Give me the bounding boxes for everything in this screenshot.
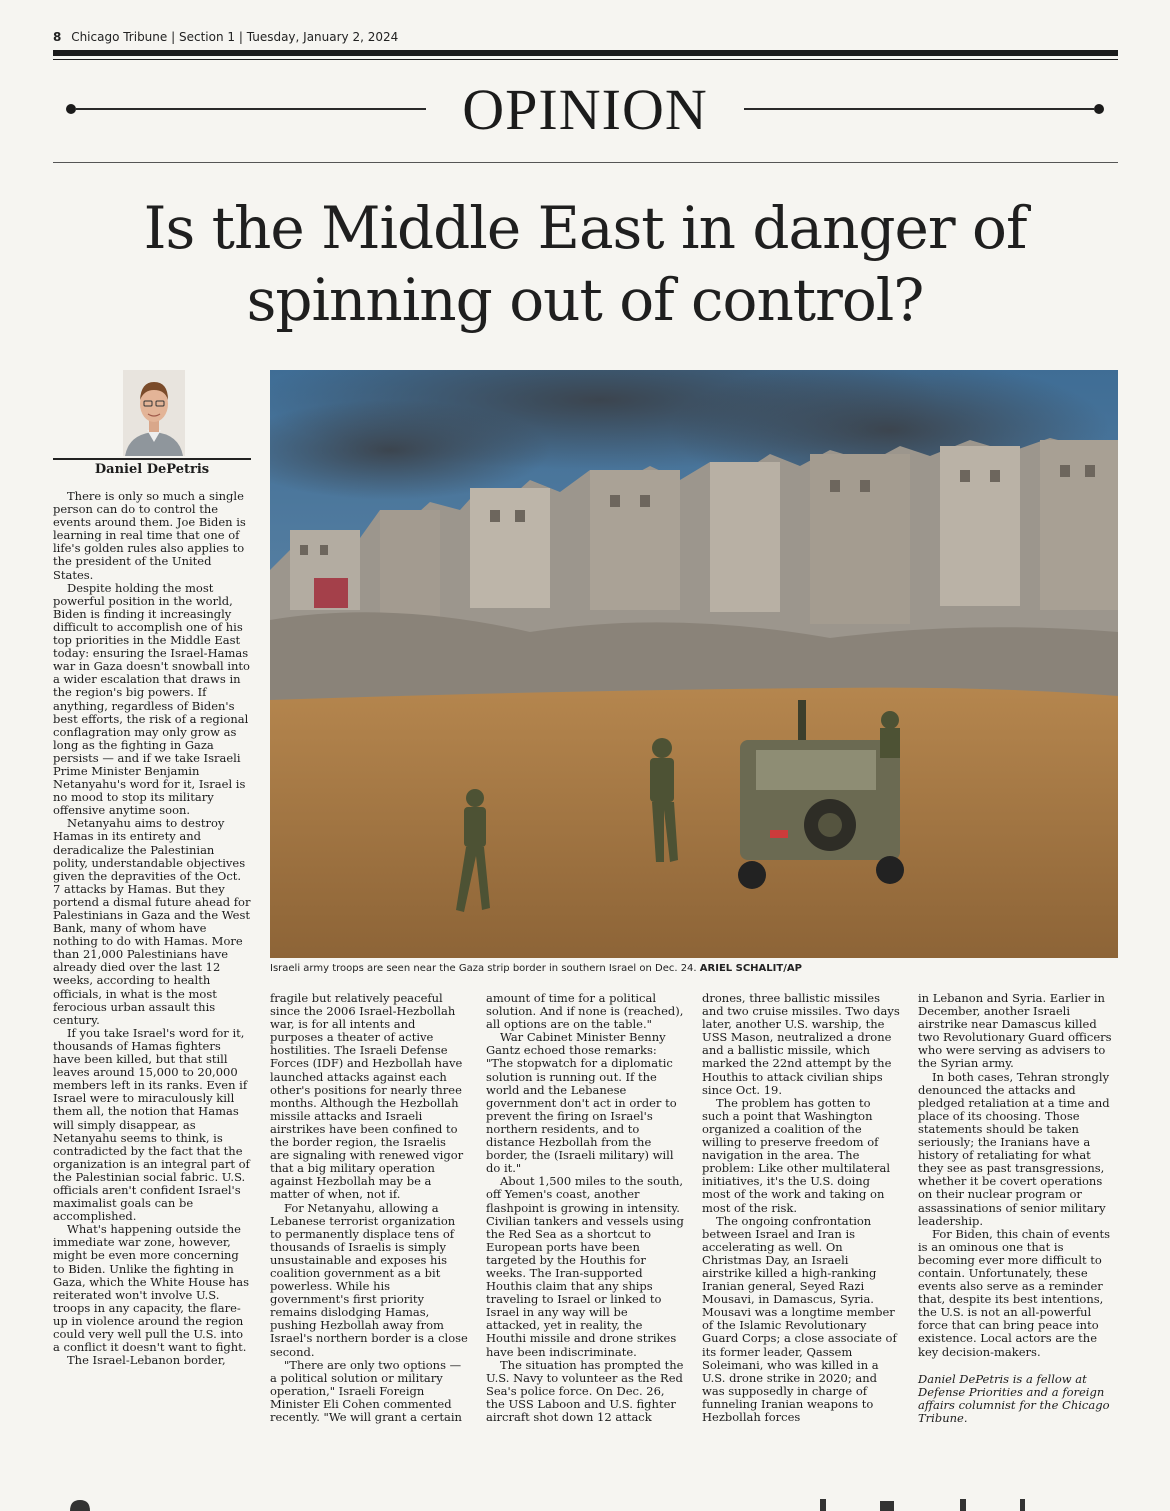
publication-name: Chicago Tribune	[71, 30, 168, 44]
column-2	[270, 992, 468, 1424]
paragraph: About 1,500 miles to the south, off Yemen's coast, another flashpoint is growing in intensity. Civilian tankers and vessels using the Red Sea as a shortcut to European ports have been targeted by the Houthis for weeks. The Iran-supported Houthis claim that any ships traveling to Israel or linked to Israel in any way will be attacked, yet in reality, the Houthi missile and drone strikes have been indiscriminate.	[486, 1174, 684, 1359]
section-label: Section 1	[178, 30, 236, 44]
top-thin-rule	[53, 59, 1118, 60]
author-rule	[53, 458, 251, 460]
paragraph: The problem has gotten to such a point that Washington organized a coalition of the willing to preserve freedom of navigation in the area. The problem: Like other multilateral initiatives, it's the U.S. doing most of the work and taking on most of the risk.	[702, 1095, 890, 1215]
column-4	[702, 992, 900, 1424]
paragraph: "There are only two options — a political solution or military operation," Israeli Foreign Minister Eli Cohen commented recently. "We will grant a certain	[270, 1357, 462, 1424]
column-3	[486, 992, 684, 1424]
photo-caption	[270, 963, 1118, 974]
paragraph: In both cases, Tehran strongly denounced the attacks and pledged retaliation at a time and place of its choosing. Those statements should be taken seriously; the Iranians have a history of retaliating for what they see as past transgressions, whether it be covert operations on their nuclear program or assassinations of senior military leadership.	[918, 1069, 1110, 1228]
issue-date: Tuesday, January 2, 2024	[246, 30, 399, 44]
paragraph: There is only so much a single person can do to control the events around them. Joe Biden is learning in real time that one of life's golden rules also applies to the president of the United States.	[53, 489, 246, 582]
author-name: Daniel DePetris	[94, 462, 210, 477]
column-5	[918, 992, 1116, 1425]
photo-credit: ARIEL SCHALIT/AP	[699, 963, 802, 974]
folio-line: 8 Chicago Tribune | Section 1 | Tuesday, January 2, 2024	[53, 30, 399, 44]
lead-photo	[270, 370, 1118, 958]
top-thick-rule	[53, 50, 1118, 56]
caption-text: Israeli army troops are seen near the Gaza strip border in southern Israel on Dec. 24.	[270, 963, 697, 974]
cropped-next-headline	[60, 1498, 1110, 1511]
paragraph: in Lebanon and Syria. Earlier in December, another Israeli airstrike near Damascus killed two Revolutionary Guard officers who were serving as advisers to the Syrian army.	[918, 991, 1112, 1071]
ornament-line-right	[744, 108, 1094, 110]
author-bio: Daniel DePetris is a fellow at Defense Priorities and a foreign affairs columnist for the Chicago Tribune.	[918, 1371, 1110, 1425]
paragraph: The situation has prompted the U.S. Navy to volunteer as the Red Sea's police force. On Dec. 26, the USS Laboon and U.S. fighter aircraft shot down 12 attack	[486, 1357, 684, 1424]
paragraph: The Israel-Lebanon border,	[67, 1353, 226, 1368]
section-title: OPINION	[462, 77, 708, 142]
paragraph: If you take Israel's word for it, thousands of Hamas fighters have been killed, but that still leaves around 15,000 to 20,000 members left in its ranks. Even if Israel were to miraculously kill them all, the notion that Hamas will simply disappear, as Netanyahu seems to think, is contradicted by the fact that the organization is an integral part of the Palestinian social fabric. U.S. officials aren't confident Israel's maximalist goals can be accomplished.	[53, 1025, 250, 1224]
ornament-dot-right	[1094, 104, 1104, 114]
paragraph: Despite holding the most powerful position in the world, Biden is finding it increasingly difficult to accomplish one of his top priorities in the Middle East today: ensuring the Israel-Hamas war in Gaza doesn't snowball into a wider escalation that draws in the region's big powers. If anything, regardless of Biden's best efforts, the risk of a regional conflagration may only grow as long as the fighting in Gaza persists — and if we take Israeli Prime Minister Benjamin Netanyahu's word for it, Israel is no mood to stop its military offensive anytime soon.	[53, 580, 250, 818]
paragraph: drones, three ballistic missiles and two cruise missiles. Two days later, another U.S. warship, the USS Mason, neutralized a drone and a ballistic missile, which marked the 22nd attempt by the Houthis to attack civilian ships since Oct. 19.	[702, 991, 900, 1097]
column-1	[53, 490, 251, 1367]
paragraph: The ongoing confrontation between Israel and Iran is accelerating as well. On Christmas Day, an Israeli airstrike killed a high-ranking Iranian general, Seyed Razi Mousavi, in Damascus, Syria. Mousavi was a longtime member of the Islamic Revolutionary Guard Corps; a close associate of its former leader, Qassem Soleimani, who was killed in a U.S. drone strike in 2020; and was supposedly in charge of funneling Iranian weapons to Hezbollah forces	[702, 1213, 897, 1424]
paragraph: For Netanyahu, allowing a Lebanese terrorist organization to permanently displace tens of thousands of Israelis is simply unsustainable and exposes his coalition government as a bit powerless. While his government's first priority remains dislodging Hamas, pushing Hezbollah away from Israel's northern border is a close second.	[270, 1200, 468, 1359]
headline: Is the Middle East in danger of spinning out of control?	[143, 194, 1027, 334]
page-number: 8	[53, 30, 62, 44]
paragraph: fragile but relatively peaceful since the 2006 Israel-Hezbollah war, is for all intents and purposes a theater of active hostilities. The Israeli Defense Forces (IDF) and Hezbollah have launched attacks against each other's positions for nearly three months. Although the Hezbollah missile attacks and Israeli airstrikes have been confined to the border region, the Israelis are signaling with renewed vigor that a big military operation against Hezbollah may be a matter of when, not if.	[270, 991, 464, 1202]
paragraph: War Cabinet Minister Benny Gantz echoed those remarks: "The stopwatch for a diplomatic solution is running out. If the world and the Lebanese government don't act in order to prevent the firing on Israel's northern residents, and to distance Hezbollah from the border, the (Israeli military) will do it."	[486, 1030, 677, 1176]
paragraph: amount of time for a political solution. And if none is (reached), all options are on the table."	[486, 991, 684, 1032]
section-rule	[53, 162, 1118, 163]
paragraph: Netanyahu aims to destroy Hamas in its entirety and deradicalize the Palestinian polity, understandable objectives given the depravities of the Oct. 7 attacks by Hamas. But they portend a dismal future ahead for Palestinians in Gaza and the West Bank, many of whom have nothing to do with Hamas. More than 21,000 Palestinians have already died over the last 12 weeks, according to health officials, in what is the most ferocious urban assault this century.	[53, 816, 251, 1027]
paragraph: What's happening outside the immediate war zone, however, might be even more concerning to Biden. Unlike the fighting in Gaza, which the White House has reiterated won't involve U.S. troops in any capacity, the flare-up in violence around the region could very well pull the U.S. into a conflict it doesn't want to fight.	[53, 1222, 250, 1355]
author-photo	[123, 370, 185, 456]
paragraph: For Biden, this chain of events is an ominous one that is becoming ever more difficult to contain. Unfortunately, these events also serve as a reminder that, despite its best intentions, the U.S. is not an all-powerful force that can bring peace into existence. Local actors are the key decision-makers.	[918, 1226, 1111, 1359]
